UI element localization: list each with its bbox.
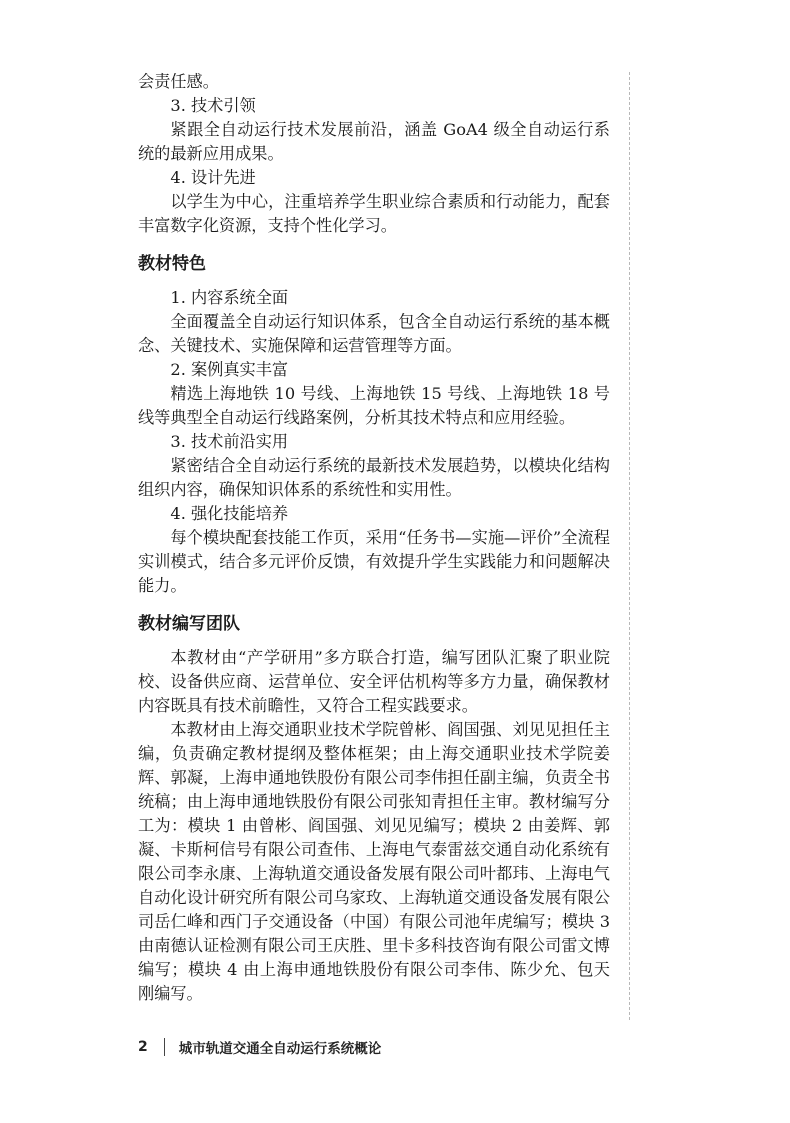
feature-1-body: 全面覆盖全自动运行知识体系，包含全自动运行系统的基本概念、关键技术、实施保障和运营管理等方面。 bbox=[138, 312, 610, 355]
item-4-title: 4. 设计先进 bbox=[170, 168, 256, 187]
margin-dashed-rule bbox=[629, 72, 630, 1020]
item-3-body: 紧跟全自动运行技术发展前沿，涵盖 GoA4 级全自动运行系统的最新应用成果。 bbox=[138, 120, 610, 163]
feature-4-title: 4. 强化技能培养 bbox=[170, 504, 289, 523]
features-heading: 教材特色 bbox=[138, 254, 206, 274]
running-book-title: 城市轨道交通全自动运行系统概论 bbox=[178, 1041, 382, 1057]
feature-2-body: 精选上海地铁 10 号线、上海地铁 15 号线、上海地铁 18 号线等典型全自动运行线路案例，分析其技术特点和应用经验。 bbox=[138, 384, 610, 427]
feature-3-title: 3. 技术前沿实用 bbox=[170, 432, 289, 451]
item-3-title: 3. 技术引领 bbox=[170, 96, 256, 115]
team-heading: 教材编写团队 bbox=[138, 614, 240, 634]
feature-2-title: 2. 案例真实丰富 bbox=[170, 360, 289, 379]
item-4-body: 以学生为中心，注重培养学生职业综合素质和行动能力，配套丰富数字化资源，支持个性化学习。 bbox=[138, 192, 610, 235]
feature-1-title: 1. 内容系统全面 bbox=[170, 288, 289, 307]
feature-4-body: 每个模块配套技能工作页，采用“任务书—实施—评价”全流程实训模式，结合多元评价反馈，有效提升学生实践能力和问题解决能力。 bbox=[138, 528, 610, 595]
footer-separator bbox=[164, 1038, 165, 1056]
team-paragraph-2: 本教材由上海交通职业技术学院曾彬、阎国强、刘见见担任主编，负责确定教材提纲及整体框架；由上海交通职业技术学院姜辉、郭凝，上海申通地铁股份有限公司李伟担任副主编，负责全书统稿；由上海申通地铁股份有限公司张知青担任主审。教材编写分工为：模块 1 由曾彬、阎国强、刘见见编写；模块 2 由姜辉、郭凝、卡斯柯信号有限公司查伟、上海电气泰雷兹交通自动化系统有限公司李永康、上海轨道交通设备发展有限公司叶都玮、上海电气自动化设计研究所有限公司乌家玫、上海轨道交通设备发展有限公司岳仁峰和西门子交通设备（中国）有限公司池年虎编写；模块 3 由南德认证检测有限公司王庆胜、里卡多科技咨询有限公司雷文博编写；模块 4 由上海申通地铁股份有限公司李伟、陈少允、包天刚编写。 bbox=[138, 720, 610, 1003]
team-paragraph-1: 本教材由“产学研用”多方联合打造，编写团队汇聚了职业院校、设备供应商、运营单位、安全评估机构等多方力量，确保教材内容既具有技术前瞻性，又符合工程实践要求。 bbox=[138, 648, 610, 715]
continuation-text: 会责任感。 bbox=[138, 72, 219, 91]
page-footer bbox=[138, 1035, 381, 1059]
page-number: 2 bbox=[138, 1039, 148, 1055]
feature-3-body: 紧密结合全自动运行系统的最新技术发展趋势，以模块化结构组织内容，确保知识体系的系统性和实用性。 bbox=[138, 456, 610, 499]
page-body bbox=[138, 70, 610, 1006]
